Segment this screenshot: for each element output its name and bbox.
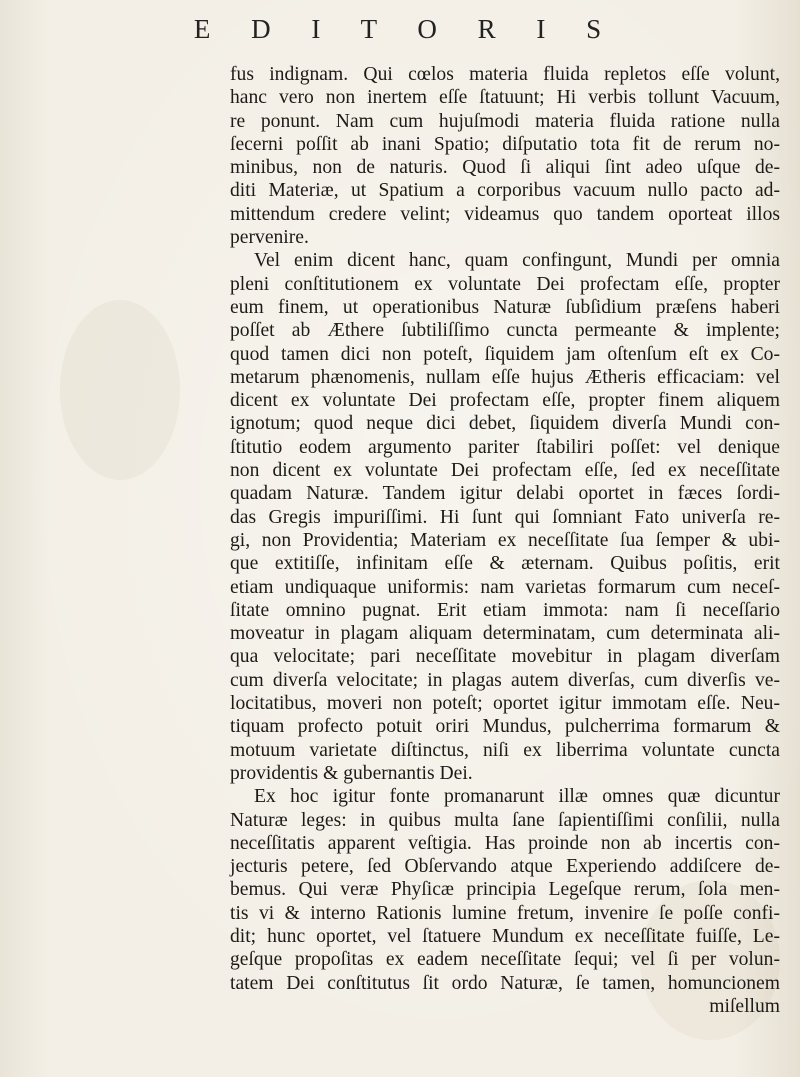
text-line: Naturæ leges: in quibus multa ſane ſapientiſſimi conſilii, nulla [230, 809, 780, 831]
text-line: tatem Dei conſtitutus ſit ordo Naturæ, ſe tamen, homuncionem [230, 972, 780, 994]
catchword: miſellum [709, 995, 780, 1017]
body-text [230, 63, 780, 1018]
text-line: ignotum; quod neque dici debet, ſiquidem diverſa Mundi con- [230, 413, 780, 435]
text-line: eum finem, ut operationibus Naturæ ſubſidium præſens haberi [230, 296, 780, 318]
text-line: hanc vero non inertem eſſe ſtatuunt; Hi verbis tollunt Vacuum, [230, 87, 780, 109]
text-line: das Gregis impuriſſimi. Hi ſunt qui ſomniant Fato univerſa re- [230, 506, 780, 528]
text-line: re ponunt. Nam cum hujuſmodi materia fluida ratione nulla [230, 110, 780, 132]
text-line: cum diverſa velocitate; in plagas autem diverſas, cum diverſis ve- [230, 669, 780, 691]
text-line: qua velocitate; pari neceſſitate movebitur in plagam diverſam [230, 646, 780, 668]
text-line: poſſet ab Æthere ſubtiliſſimo cuncta permeante & implente; [230, 320, 780, 342]
text-line: jecturis petere, ſed Obſervando atque Experiendo addiſcere de- [230, 856, 780, 878]
text-line: minibus, non de naturis. Quod ſi aliqui ſint adeo uſque de- [230, 157, 780, 179]
text-line: neceſſitatis apparent veſtigia. Has proinde non ab incertis con- [230, 832, 780, 854]
text-line: mittendum credere velint; videamus quo tandem oporteat illos [230, 203, 780, 225]
text-line: diti Materiæ, ut Spatium a corporibus vacuum nullo pacto ad- [230, 180, 780, 202]
text-line: motuum varietate diſtinctus, niſi ex liberrima voluntate cuncta [230, 739, 780, 761]
text-line: non dicent ex voluntate Dei profectam eſſe, ſed ex neceſſitate [230, 460, 780, 482]
text-line: ſitate omnino pugnat. Erit etiam immota: nam ſi neceſſario [230, 599, 780, 621]
text-line: tiquam profecto potuit oriri Mundus, pulcherrima formarum & [230, 716, 780, 738]
text-line: quod tamen dici non poteſt, ſiquidem jam oſtenſum eſt ex Co- [230, 343, 780, 365]
running-head: E D I T O R I S [193, 14, 619, 44]
text-line: ſecerni poſſit ab inani Spatio; diſputatio tota fit de rerum no- [230, 133, 780, 155]
text-line: geſque propoſitas ex eadem neceſſitate ſequi; vel ſi per volun- [230, 949, 780, 971]
text-line: providentis & gubernantis Dei. [230, 762, 473, 784]
text-line: gi, non Providentia; Materiam ex neceſſitate ſua ſemper & ubi- [230, 529, 780, 551]
text-line: Vel enim dicent hanc, quam confingunt, Mundi per omnia [254, 250, 780, 272]
text-line: quadam Naturæ. Tandem igitur delabi oportet in fæces ſordi- [230, 483, 780, 505]
text-line: bemus. Qui veræ Phyſicæ principia Legeſque rerum, ſola men- [230, 879, 780, 901]
text-line: pervenire. [230, 227, 309, 249]
text-line: moveatur in plagam aliquam determinatam, cum determinata ali- [230, 623, 780, 645]
text-line: locitatibus, moveri non poteſt; oportet igitur immotam eſſe. Neu- [230, 693, 780, 715]
paper-stain [60, 300, 180, 480]
text-line: dicent ex voluntate Dei profectam eſſe, propter finem aliquem [230, 390, 780, 412]
text-line: que extitiſſe, infinitam eſſe & æternam. Quibus poſitis, erit [230, 553, 780, 575]
text-line: ſtitutio eodem argumento pariter ſtabiliri poſſet: vel denique [230, 436, 780, 458]
text-line: metarum phænomenis, nullam eſſe hujus Ætheris efficaciam: vel [230, 366, 780, 388]
text-line: pleni conſtitutionem ex voluntate Dei profectam eſſe, propter [230, 273, 780, 295]
text-line: Ex hoc igitur fonte promanarunt illæ omnes quæ dicuntur [254, 786, 780, 808]
text-line: etiam undiquaque uniformis: nam varietas formarum cum neceſ- [230, 576, 780, 598]
text-line: dit; hunc oportet, vel ſtatuere Mundum ex neceſſitate fuiſſe, Le- [230, 925, 780, 947]
text-line: tis vi & interno Rationis lumine fretum, invenire ſe poſſe confi- [230, 902, 780, 924]
text-line: fus indignam. Qui cœlos materia fluida repletos eſſe volunt, [230, 64, 780, 85]
